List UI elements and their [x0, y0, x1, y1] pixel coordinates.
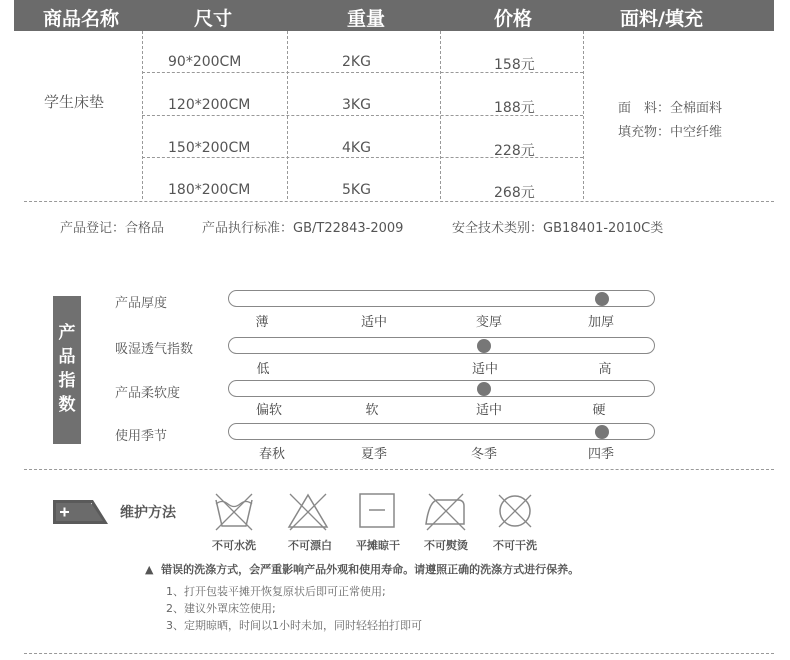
- section-divider: [24, 653, 774, 654]
- index-sidebar: [53, 296, 81, 444]
- row-size: 120*200CM: [168, 97, 251, 113]
- season-label: 使用季节: [115, 429, 168, 444]
- row-weight: 3KG: [342, 97, 371, 113]
- scale-tick: 薄: [255, 315, 269, 330]
- care-tip: 2、建议外罩床笠使用;: [166, 602, 276, 615]
- row-size: 90*200CM: [168, 54, 242, 70]
- row-size: 150*200CM: [168, 140, 251, 156]
- standard-text: 产品执行标准：GB/T22843-2009: [202, 221, 404, 236]
- safety-text: 安全技术类别：GB18401-2010C类: [452, 221, 664, 236]
- scale-tick: 加厚: [587, 315, 615, 330]
- header-product-name: 商品名称: [43, 8, 120, 30]
- season-scale: [228, 423, 655, 440]
- scale-tick: 夏季: [360, 447, 388, 462]
- scale-tick: 适中: [475, 403, 503, 418]
- no-bleach-icon: [286, 490, 330, 532]
- breathability-scale: [228, 337, 655, 354]
- table-header: [14, 0, 774, 31]
- index-title-char: 指: [58, 371, 76, 391]
- care-warning: [145, 561, 579, 577]
- care-title: 维护方法: [120, 505, 176, 521]
- dry-flat-icon: [355, 490, 399, 532]
- row-price: 158元: [494, 57, 535, 73]
- row-weight: 2KG: [342, 54, 371, 70]
- header-material: 面料/填充: [620, 8, 703, 30]
- care-label: 平摊晾干: [356, 539, 400, 552]
- no-wash-icon: [212, 490, 256, 532]
- softness-scale: [228, 380, 655, 397]
- material-text: 面 料：全棉面料: [618, 101, 723, 116]
- row-price: 188元: [494, 100, 535, 116]
- index-title-char: 数: [58, 395, 76, 415]
- header-size: 尺寸: [194, 8, 233, 30]
- row-size: 180*200CM: [168, 182, 251, 198]
- scale-tick: 适中: [471, 362, 499, 377]
- warning-triangle-icon: ▲: [145, 563, 154, 576]
- section-divider: [24, 201, 774, 202]
- care-label: 不可漂白: [288, 539, 332, 552]
- registration-text: 产品登记：合格品: [60, 221, 165, 236]
- row-weight: 5KG: [342, 182, 371, 198]
- header-weight: 重量: [347, 8, 386, 30]
- row-weight: 4KG: [342, 140, 371, 156]
- header-price: 价格: [494, 8, 533, 30]
- row-price: 228元: [494, 143, 535, 159]
- softness-indicator: [477, 382, 491, 396]
- scale-tick: 春秋: [258, 447, 286, 462]
- scale-tick: 冬季: [470, 447, 498, 462]
- product-name: 学生床垫: [44, 93, 105, 111]
- scale-tick: 软: [365, 403, 379, 418]
- scale-tick: 高: [598, 362, 612, 377]
- care-label: 不可熨烫: [424, 539, 468, 552]
- table-divider: [583, 31, 584, 199]
- no-iron-icon: [423, 490, 467, 532]
- care-label: 不可水洗: [212, 539, 256, 552]
- warning-text: 错误的洗涤方式，会严重影响产品外观和使用寿命。请遵照正确的洗涤方式进行保养。: [161, 563, 580, 576]
- season-indicator: [595, 425, 609, 439]
- breathability-indicator: [477, 339, 491, 353]
- breathability-label: 吸湿透气指数: [115, 342, 194, 357]
- scale-tick: 硬: [592, 403, 606, 418]
- thickness-label: 产品厚度: [115, 296, 168, 311]
- index-title-char: 产: [58, 323, 76, 343]
- scale-tick: 偏软: [255, 403, 283, 418]
- index-title-char: 品: [58, 347, 76, 367]
- no-dry-clean-icon: [493, 490, 537, 532]
- scale-tick: 四季: [587, 447, 615, 462]
- scale-tick: 变厚: [475, 315, 503, 330]
- plus-tag-icon: [53, 500, 108, 524]
- softness-label: 产品柔软度: [115, 386, 181, 401]
- thickness-indicator: [595, 292, 609, 306]
- care-tip: 3、定期晾晒，时间以1小时未加，同时轻轻拍打即可: [166, 619, 422, 632]
- row-price: 268元: [494, 185, 535, 201]
- section-divider: [24, 469, 774, 470]
- care-label: 不可干洗: [493, 539, 537, 552]
- scale-tick: 适中: [360, 315, 388, 330]
- care-tip: 1、打开包装平摊开恢复原状后即可正常使用;: [166, 585, 386, 598]
- scale-tick: 低: [256, 362, 270, 377]
- filling-text: 填充物：中空纤维: [618, 125, 723, 140]
- thickness-scale: [228, 290, 655, 307]
